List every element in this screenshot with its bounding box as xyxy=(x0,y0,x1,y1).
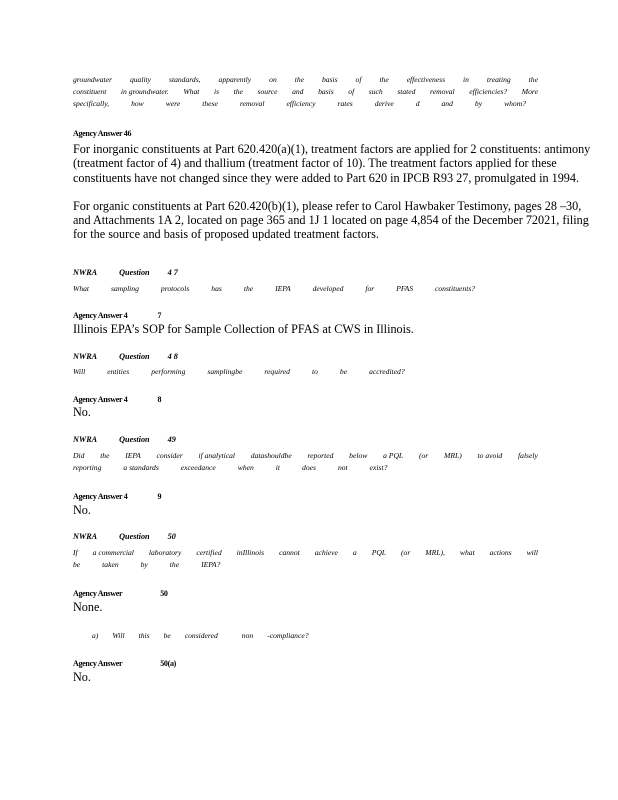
question-50-word: achieve xyxy=(314,548,338,557)
answer-49-label xyxy=(73,492,161,501)
question-49-heading-part: 49 xyxy=(167,435,176,444)
intro-question-word: rates xyxy=(337,99,353,108)
answer-50a-text: No. xyxy=(73,670,91,684)
intro-question-word: whom? xyxy=(504,99,527,108)
question-48-word: required xyxy=(264,367,290,376)
question-47-word: protocols xyxy=(160,284,190,293)
answer-48-label xyxy=(73,395,161,404)
question-50-text xyxy=(73,547,538,571)
question-50-word: a xyxy=(352,548,357,557)
answer-47-text: Illinois EPA’s SOP for Sample Collection of PFAS at CWS in Illinois. xyxy=(73,322,414,336)
question-49-word: to avoid xyxy=(477,451,503,460)
intro-question-word: basis xyxy=(321,75,338,84)
question-48-heading xyxy=(73,352,178,361)
question-49-word: consider xyxy=(156,451,183,460)
question-50-word: cannot xyxy=(279,548,300,557)
intro-question-word: apparently xyxy=(218,75,252,84)
question-50-word: certified xyxy=(196,548,222,557)
question-50-word: by xyxy=(140,560,148,569)
question-49-word: if analytical xyxy=(198,451,235,460)
intro-question-line-2 xyxy=(73,86,538,98)
intro-question-word: removal xyxy=(239,99,265,108)
intro-question-word: and xyxy=(441,99,453,108)
answer-47-label-text: Agency Answer 4 xyxy=(73,311,128,320)
question-50-word: the xyxy=(169,560,180,569)
question-50a-word: a) xyxy=(92,631,99,640)
answer-50-label xyxy=(73,589,168,598)
question-49-text xyxy=(73,450,538,474)
question-49-word: reporting xyxy=(73,463,102,472)
question-49-word: exist? xyxy=(369,463,388,472)
question-50-word: what xyxy=(459,548,475,557)
question-50a-word: this xyxy=(138,631,150,640)
answer-47-label xyxy=(73,311,161,320)
intro-question-word: What xyxy=(183,87,200,96)
question-48-word: accredited? xyxy=(369,367,405,376)
question-47-text xyxy=(73,283,538,295)
question-50a-word: considered xyxy=(184,631,218,640)
question-50-word: actions xyxy=(489,548,512,557)
question-48-text xyxy=(73,366,538,378)
answer-50a-label-text: Agency Answer xyxy=(73,659,123,668)
intro-question-line-1 xyxy=(73,74,538,86)
question-50-word: MRL), xyxy=(425,548,445,557)
question-48-heading-part: NWRA xyxy=(73,352,98,361)
question-50-heading xyxy=(73,532,176,541)
question-48-word: entities xyxy=(107,367,130,376)
intro-question-word: derive xyxy=(374,99,394,108)
answer-48-text: No. xyxy=(73,405,91,419)
intro-question-word: quality xyxy=(129,75,152,84)
answer-49-text: No. xyxy=(73,503,91,517)
question-47-word: sampling xyxy=(111,284,139,293)
question-47-word: constituents? xyxy=(435,284,476,293)
question-48-word: performing xyxy=(151,367,186,376)
question-47-word: PFAS xyxy=(396,284,413,293)
question-48-heading-part: 4 8 xyxy=(167,352,178,361)
question-48-word: samplingbe xyxy=(207,367,243,376)
intro-question-word: these xyxy=(202,99,218,108)
intro-question-word: the xyxy=(233,87,243,96)
question-50a-word: non xyxy=(241,631,254,640)
question-47-word: the xyxy=(243,284,254,293)
answer-50a-label-number: 50(a) xyxy=(160,659,177,668)
answer-50-text: None. xyxy=(73,600,103,614)
intro-question-word: on xyxy=(269,75,277,84)
question-49-heading-part: Question xyxy=(119,435,150,444)
question-50a-word: be xyxy=(163,631,171,640)
intro-question-word: the xyxy=(294,75,304,84)
question-50-heading-part: NWRA xyxy=(73,532,98,541)
intro-question-word: d xyxy=(415,99,420,108)
answer-48-label-text: Agency Answer 4 xyxy=(73,395,128,404)
answer-48-label-number: 8 xyxy=(157,395,162,404)
answer-46-text xyxy=(73,142,593,242)
intro-question xyxy=(73,74,538,110)
answer-46-paragraph-1: For inorganic constituents at Part 620.420(a)(1), treatment factors are applied for 2 constituents: antimony (treatment factor of 4) and thallium (treatment factor of 10). The treatment factors applied for these constituents have not changed since they were added to Part 620 in IPCB R93 27, promulgated in 1994. xyxy=(73,142,591,185)
question-50-word: a commercial xyxy=(92,548,134,557)
answer-50-label-text: Agency Answer xyxy=(73,589,123,598)
question-49-word: falsely xyxy=(518,451,538,460)
answer-49-label-number: 9 xyxy=(157,492,162,501)
question-50a-word: -compliance? xyxy=(267,631,309,640)
question-50-word: IEPA? xyxy=(201,560,221,569)
question-50a-text xyxy=(92,631,323,640)
question-47-heading xyxy=(73,268,178,277)
question-47-word: has xyxy=(211,284,222,293)
intro-question-word: specifically, xyxy=(73,99,110,108)
intro-question-word: is xyxy=(213,87,220,96)
question-50-word: taken xyxy=(102,560,119,569)
answer-46-label: Agency Answer 46 xyxy=(73,129,132,138)
question-47-heading-part: 4 7 xyxy=(167,268,178,277)
intro-question-word: standards, xyxy=(169,75,201,84)
intro-question-word: effectiveness xyxy=(406,75,446,84)
intro-question-word: by xyxy=(474,99,483,108)
intro-question-word: basis xyxy=(318,87,334,96)
question-47-heading-part: NWRA xyxy=(73,268,98,277)
question-47-word: What xyxy=(73,284,90,293)
question-50-heading-part: 50 xyxy=(167,532,176,541)
question-48-word: Will xyxy=(73,367,86,376)
question-48-heading-part: Question xyxy=(119,352,150,361)
answer-49-label-text: Agency Answer 4 xyxy=(73,492,128,501)
question-49-word: it xyxy=(275,463,281,472)
intro-question-word: in groundwater. xyxy=(120,87,169,96)
question-50a-word: Will xyxy=(112,631,125,640)
question-49-word: a PQL xyxy=(383,451,404,460)
answer-50-label-number: 50 xyxy=(160,589,168,598)
question-49-word: not xyxy=(337,463,348,472)
question-50-word: (or xyxy=(401,548,411,557)
question-49-word: when xyxy=(237,463,254,472)
intro-question-word: efficiency xyxy=(286,99,316,108)
question-50-word: laboratory xyxy=(148,548,182,557)
question-50-word: PQL xyxy=(371,548,387,557)
question-50-word: If xyxy=(73,548,78,557)
question-49-word: exceedance xyxy=(180,463,216,472)
intro-question-word: were xyxy=(165,99,181,108)
question-49-word: below xyxy=(349,451,368,460)
intro-question-word: More xyxy=(521,87,538,96)
intro-question-word: the xyxy=(528,75,538,84)
question-49-word: a standards xyxy=(123,463,159,472)
intro-question-line-3 xyxy=(73,98,538,110)
question-49-word: Did xyxy=(73,451,85,460)
question-48-word: be xyxy=(339,367,348,376)
intro-question-word: groundwater xyxy=(73,75,112,84)
question-49-word: MRL) xyxy=(444,451,462,460)
question-49-heading xyxy=(73,435,176,444)
intro-question-word: source xyxy=(257,87,278,96)
intro-question-word: and xyxy=(292,87,304,96)
answer-46-paragraph-2: For organic constituents at Part 620.420(b)(1), please refer to Carol Hawbaker Testimony, pages 28 –30, and Attachments 1A 2, located on page 365 and 1J 1 located on page 4,854 of the December 72021, filing for the source and basis of proposed updated treatment factors. xyxy=(73,198,589,242)
question-48-word: to xyxy=(311,367,318,376)
intro-question-word: how xyxy=(131,99,144,108)
question-49-word: IEPA xyxy=(125,451,141,460)
question-50-heading-part: Question xyxy=(119,532,150,541)
question-50-word: will xyxy=(526,548,538,557)
question-49-word: reported xyxy=(307,451,334,460)
intro-question-word: the xyxy=(379,75,389,84)
intro-question-word: of xyxy=(348,87,355,96)
intro-question-word: removal xyxy=(430,87,455,96)
question-49-word: does xyxy=(302,463,316,472)
question-47-heading-part: Question xyxy=(119,268,150,277)
intro-question-word: treating xyxy=(486,75,511,84)
question-49-word: the xyxy=(100,451,110,460)
question-50-word: be xyxy=(73,560,81,569)
intro-question-word: stated xyxy=(397,87,416,96)
intro-question-word: such xyxy=(368,87,383,96)
intro-question-word: constituent xyxy=(73,87,107,96)
question-49-word: (or xyxy=(418,451,429,460)
question-47-word: IEPA xyxy=(275,284,291,293)
intro-question-word: in xyxy=(463,75,469,84)
question-50-word: inIllinois xyxy=(236,548,265,557)
intro-question-word: efficiencies? xyxy=(469,87,508,96)
question-49-word: datashouldbe xyxy=(250,451,292,460)
answer-47-label-number: 7 xyxy=(157,311,162,320)
question-47-word: developed xyxy=(312,284,344,293)
intro-question-word: of xyxy=(355,75,362,84)
answer-50a-label xyxy=(73,659,176,668)
question-49-heading-part: NWRA xyxy=(73,435,98,444)
question-47-word: for xyxy=(365,284,375,293)
